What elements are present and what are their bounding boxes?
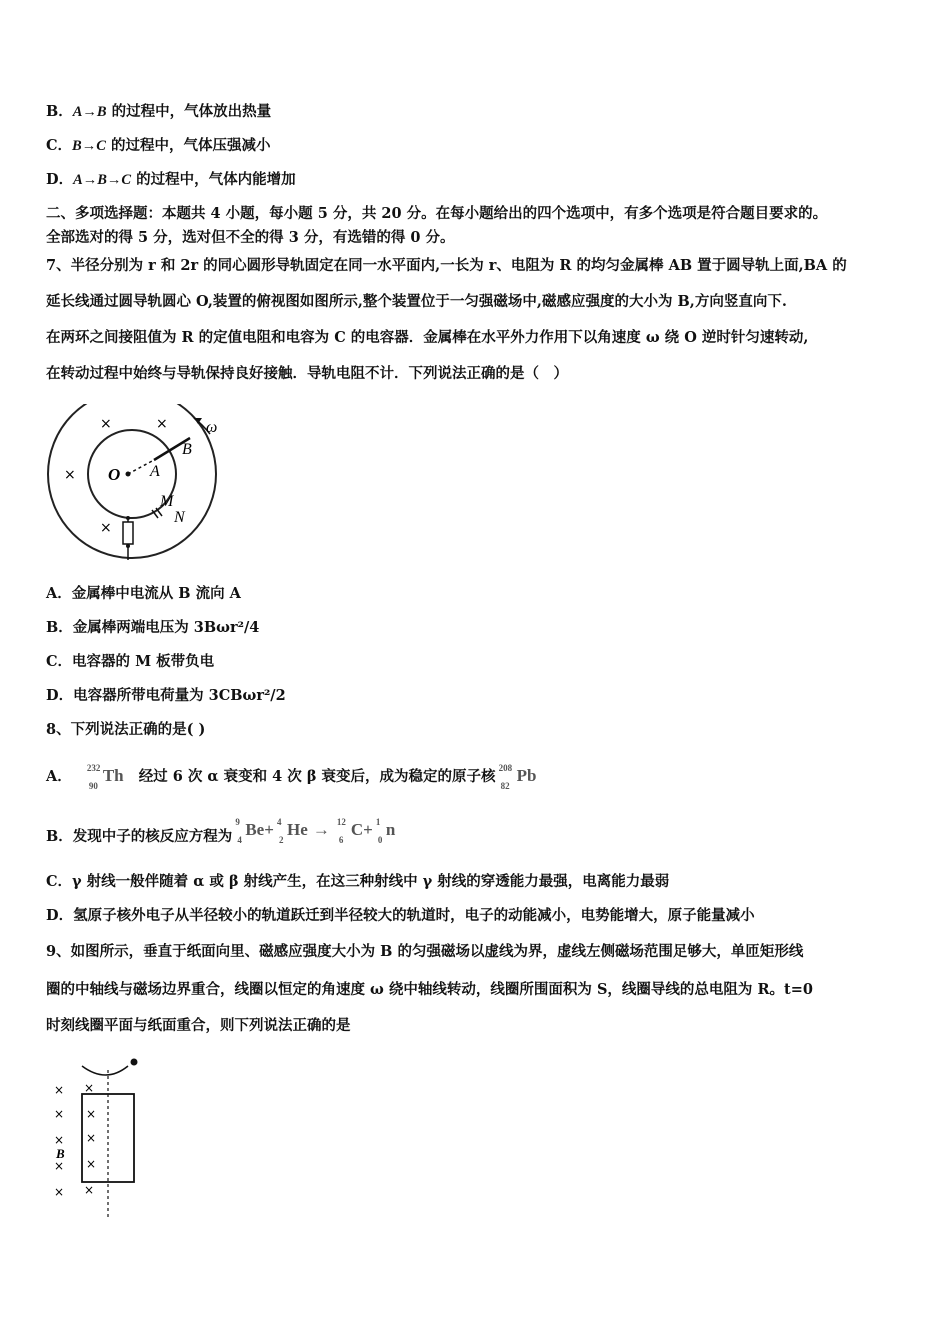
field-x-mark: × — [54, 1107, 65, 1121]
rotation-arrowhead — [131, 1059, 138, 1066]
q7-stem-line1: 7、半径分别为 r 和 2r 的同心圆形导轨固定在同一水平面内,一长为 r、电阻为 R 的均匀金属棒 AB 置于圆导轨上面,BA 的 — [46, 257, 847, 274]
field-x-mark: × — [156, 416, 168, 432]
q8-option-b: B．发现中子的核反应方程为 9 4 Be+ 4 2 He → 12 6 C+ 1 0 n — [46, 817, 396, 845]
neutron: 1 0 n — [375, 817, 396, 845]
label-omega: ω — [206, 419, 218, 436]
field-x-mark: × — [54, 1159, 65, 1173]
q7-option-d: D．电容器所带电荷量为 3CBωr²/2 — [46, 687, 286, 704]
q6-option-d: D．A→B→C 的过程中，气体内能增加 — [46, 171, 296, 188]
reaction-arrow: → — [312, 820, 330, 839]
q7-option-b: B．金属棒两端电压为 3Bωr²/4 — [46, 619, 260, 636]
q9-stem-line1: 9、如图所示，垂直于纸面向里、磁感应强度大小为 B 的匀强磁场以虚线为界，虚线左侧磁场范围足够大，单匝矩形线 — [46, 943, 804, 960]
plus-sign: + — [264, 820, 274, 839]
q6-option-c: C．B→C 的过程中，气体压强减小 — [46, 137, 271, 154]
label-b: B — [182, 441, 192, 458]
field-x-mark: × — [100, 416, 112, 432]
q7-option-a: A．金属棒中电流从 B 流向 A — [46, 585, 241, 602]
q6-option-b: B．A→B 的过程中，气体放出热量 — [46, 103, 272, 120]
field-x-mark: × — [86, 1131, 97, 1145]
thorium-nuclide: 232 90 Th — [86, 763, 124, 791]
field-x-mark: × — [100, 520, 112, 536]
q7-figure — [44, 404, 224, 564]
q9-stem-line2: 圈的中轴线与磁场边界重合，线圈以恒定的角速度 ω 绕中轴线转动，线圈所围面积为 S，线圈导线的总电阻为 R。t=0 — [46, 981, 813, 998]
q8-option-a: A． 232 90 Th 经过 6 次 α 衰变和 4 次 β 衰变后，成为稳定的原子核 208 82 Pb — [46, 763, 537, 791]
node-dot — [126, 544, 130, 548]
label-b: B — [56, 1146, 65, 1161]
helium-nuclide: 4 2 He — [276, 817, 308, 845]
label-n: N — [174, 509, 185, 526]
q7-stem-line2: 延长线通过圆导轨圆心 O,装置的俯视图如图所示,整个装置位于一匀强磁场中,磁感应强度的大小为 B,方向竖直向下. — [46, 293, 787, 310]
q8-option-c: C．γ 射线一般伴随着 α 或 β 射线产生，在这三种射线中 γ 射线的穿透能力最强，电离能力最弱 — [46, 873, 670, 890]
q7-option-c: C．电容器的 M 板带负电 — [46, 653, 215, 670]
field-x-mark: × — [54, 1133, 65, 1147]
field-x-mark: × — [84, 1183, 95, 1197]
field-x-mark: × — [64, 467, 76, 483]
label-a: A — [150, 463, 160, 480]
field-x-mark: × — [86, 1157, 97, 1171]
resistor — [123, 522, 133, 544]
rotation-arrow — [82, 1066, 128, 1075]
q8-option-d: D．氢原子核外电子从半径较小的轨道跃迁到半径较大的轨道时，电子的动能减小，电势能增大，原子能量减小 — [46, 907, 755, 924]
field-x-mark: × — [54, 1185, 65, 1199]
lead-nuclide: 208 82 Pb — [498, 763, 537, 791]
section2-line1: 二、多项选择题：本题共 4 小题，每小题 5 分，共 20 分。在每小题给出的四个选项中，有多个选项是符合题目要求的。 — [46, 205, 828, 222]
node-dot — [126, 516, 130, 520]
field-x-mark: × — [54, 1083, 65, 1097]
q8-stem: 8、下列说法正确的是( ) — [46, 721, 206, 738]
carbon-nuclide: 12 6 C — [336, 817, 364, 845]
q7-stem-line3: 在两环之间接阻值为 R 的定值电阻和电容为 C 的电容器．金属棒在水平外力作用下以角速度 ω 绕 O 逆时针匀速转动, — [46, 329, 809, 346]
plus-sign: + — [363, 820, 373, 839]
label-m: M — [160, 493, 174, 510]
field-x-mark: × — [84, 1081, 95, 1095]
label-o: O — [108, 465, 121, 484]
section2-line2: 全部选对的得 5 分，选对但不全的得 3 分，有选错的得 0 分。 — [46, 229, 455, 246]
q9-stem-line3: 时刻线圈平面与纸面重合，则下列说法正确的是 — [46, 1017, 351, 1034]
q9-figure — [48, 1052, 158, 1222]
q7-stem-line4: 在转动过程中始终与导轨保持良好接触．导轨电阻不计．下列说法正确的是（ ） — [46, 365, 568, 382]
field-x-mark: × — [86, 1107, 97, 1121]
beryllium-nuclide: 9 4 Be — [235, 817, 265, 845]
